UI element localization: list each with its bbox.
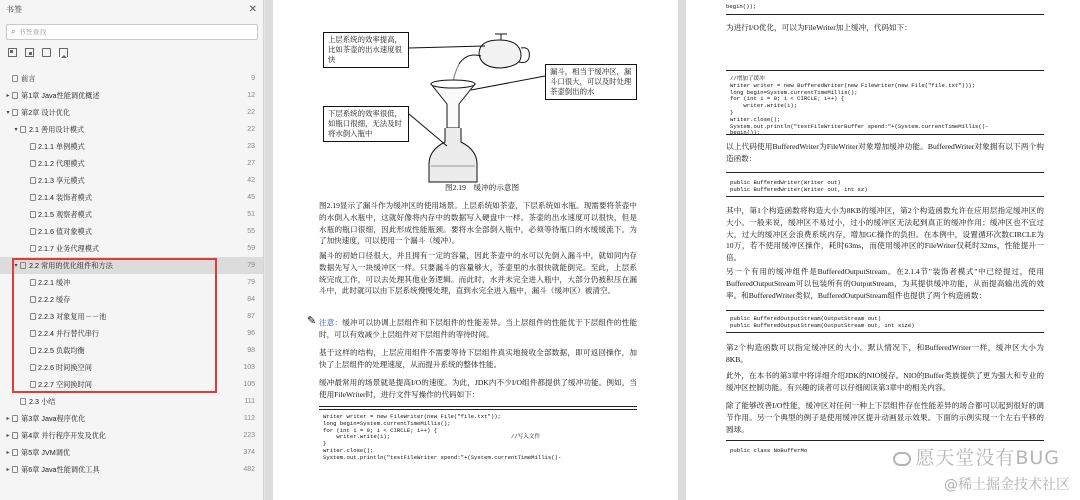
bookmark-icon xyxy=(30,211,36,218)
note-icon: ✎ xyxy=(307,315,317,327)
code-rule xyxy=(726,440,1044,441)
bookmark-icon xyxy=(12,415,18,422)
bookmark-label: 第6章 Java性能调优工具 xyxy=(21,464,100,474)
bookmark-icon xyxy=(30,245,36,252)
bookmark-page: 112 xyxy=(243,415,255,422)
document-page-right xyxy=(686,0,1080,500)
bookmark-page: 87 xyxy=(247,313,255,320)
code-rule xyxy=(726,332,1044,333)
bookmark-icon xyxy=(30,330,36,337)
bookmark-item[interactable] xyxy=(0,223,263,240)
bookmark-icon xyxy=(30,228,36,235)
bookmark-item[interactable] xyxy=(0,376,263,393)
bookmark-label: 第4章 并行程序开发及优化 xyxy=(21,430,107,440)
bookmark-page: 96 xyxy=(247,330,255,337)
bookmark-item[interactable] xyxy=(0,155,263,172)
code-continuation: begin()); xyxy=(726,3,757,10)
bookmark-label: 2.2 常用的优化组件和方法 xyxy=(29,260,113,270)
bookmark-panel-header xyxy=(0,0,263,18)
bookmark-icon xyxy=(12,449,18,456)
bookmark-label: 第2章 设计优化 xyxy=(21,107,71,117)
bookmark-icon xyxy=(30,194,36,201)
collapse-all-icon[interactable] xyxy=(25,48,34,57)
bookmark-icon xyxy=(30,296,36,303)
bookmark-page: 12 xyxy=(247,92,255,99)
bookmark-item[interactable] xyxy=(0,461,263,478)
bookmark-page: 42 xyxy=(247,177,255,184)
bookmark-label: 2.1.5 观察者模式 xyxy=(38,209,92,219)
bookmark-item[interactable] xyxy=(0,444,263,461)
bookmark-icon xyxy=(30,177,36,184)
bookmark-label: 2.3 小结 xyxy=(29,396,56,406)
code-rule xyxy=(726,310,1044,311)
bookmark-label: 2.1.7 业务代理模式 xyxy=(38,243,100,253)
teapot-funnel-illustration xyxy=(409,24,549,184)
bookmark-page: 59 xyxy=(247,245,255,252)
paragraph: 基于这样的结构，上层应用组件不需要等待下层组件真实地接收全部数据，即可返回操作，加快了上层组件的处理速度，从而提升系统的整体性能。 xyxy=(319,348,637,369)
expand-arrow-icon[interactable]: ▸ xyxy=(6,467,10,473)
bookmark-icon xyxy=(30,160,36,167)
bookmark-icon xyxy=(12,109,18,116)
document-viewer[interactable] xyxy=(265,0,1080,500)
code-rule xyxy=(726,70,1044,71)
document-page-left xyxy=(273,0,678,500)
bookmark-panel-title: 书签 xyxy=(6,4,22,14)
code-block: Writer writer = new FileWriter(new File("file.txt")); long begin=System.currentTimeMillis(); for (int i = 0; i < CIRCLE; i++) { writer.write(i); //写入文件 } writer.close(); System.out.println("testFileWriter spend:"+(System.currentTimeMillis()- xyxy=(323,413,562,461)
expand-all-icon[interactable] xyxy=(8,48,17,57)
bookmark-item-selected[interactable] xyxy=(0,257,263,274)
code-rule-top xyxy=(319,406,637,407)
paragraph: 另一个有用的缓冲组件是BufferedOutputStream。在2.1.4节"装饰者模式"中已经提过，使用BufferedOutputStream可以包装所有的OutputStream，为其提供缓冲功能，从而提高输出流的效率。和BufferedWriter类似，BufferedOutputStream组件也提供了两个构造函数： xyxy=(726,267,1044,300)
bookmark-label: 2.1.6 值对象模式 xyxy=(38,226,92,236)
bookmark-icon xyxy=(12,432,18,439)
watermark-site: @稀土掘金技术社区 xyxy=(944,477,1070,493)
code-block: public BufferedOutputStream(OutputStream out) public BufferedOutputStream(OutputStream out, int size) xyxy=(730,315,915,329)
bookmark-icon[interactable] xyxy=(59,48,68,57)
bookmark-label: 2.2.3 对象复用－－池 xyxy=(38,311,107,321)
paragraph: 除了能够改善I/O性能，缓冲区对任何一种上下层组件存在性能差异的场合都可以起到很好的调节作用。另一个典型的例子是使用缓冲区提升动画显示效果。下面的示例实现一个左右平移的圆球。 xyxy=(726,401,1044,434)
bookmark-page: 103 xyxy=(243,364,255,371)
code-rule xyxy=(726,134,1044,135)
watermark-channel xyxy=(893,443,1060,470)
bookmark-toolbar xyxy=(8,48,68,57)
bookmark-page: 22 xyxy=(247,126,255,133)
paragraph: 图2.19显示了漏斗作为缓冲区的使用场景。上层系统如茶壶，下层系统如水瓶。现需要将茶壶中的水倒入水瓶中，这就好像将内存中的数据写入硬盘中一样。茶壶的出水速度可以很快，但是水瓶的瓶口很细，因此形成性能瓶颈。要将水全部倒入瓶中，必须等待瓶口的水缓缓流下。为了加快速度，可以使用一个漏斗（缓冲）。 xyxy=(319,201,637,246)
bookmark-icon xyxy=(12,92,18,99)
paragraph: 此外，在本书的第3章中将详细介绍JDK的NIO缓存。NIO的Buffer类族提供了更为强大和专业的缓冲区控制功能。有兴趣的读者可以仔细阅读第3章中的相关内容。 xyxy=(726,371,1044,392)
bookmark-item[interactable] xyxy=(0,291,263,308)
expand-arrow-icon[interactable]: ▸ xyxy=(6,93,10,99)
code-rule xyxy=(726,14,1044,15)
bookmark-search-input[interactable] xyxy=(18,29,238,36)
bookmark-label: 2.1.2 代理模式 xyxy=(38,158,85,168)
bookmark-icon xyxy=(30,381,36,388)
bookmark-search-box[interactable] xyxy=(6,24,258,40)
figure-label-right: 漏斗，相当于缓冲区，漏斗口很大，可以及时处理茶壶倒出的水 xyxy=(545,64,637,100)
bookmark-label: 2.1.1 单例模式 xyxy=(38,141,85,151)
bookmark-page: 223 xyxy=(243,432,255,439)
code-rule xyxy=(726,196,1044,197)
bookmark-icon xyxy=(12,75,18,82)
bookmark-label: 2.2.6 时间换空间 xyxy=(38,362,92,372)
bookmark-label: 第3章 Java程序优化 xyxy=(21,413,86,423)
bookmark-item[interactable] xyxy=(0,240,263,257)
bookmark-item[interactable] xyxy=(0,427,263,444)
bookmark-icon xyxy=(30,347,36,354)
code-block: //增加了缓冲 Writer writer = new BufferedWriter(new FileWriter(new File("file.txt"))); long begin=System.currentTimeMillis(); for (int i = 0; i < CIRCLE; i++) { writer.write(i); } writer.close(); System.out.println("testFileWriterBuffer spend:"+(System.currentTimeMillis()- begin()); xyxy=(730,75,989,137)
bookmark-tree xyxy=(0,70,263,478)
close-icon[interactable]: ✕ xyxy=(248,3,257,15)
bookmark-page: 9 xyxy=(251,75,255,82)
expand-arrow-icon[interactable]: ▸ xyxy=(6,450,10,456)
expand-arrow-icon[interactable]: ▸ xyxy=(6,433,10,439)
figure-label-bottom: 下层系统的效率很低，如瓶口很细，无法及时将水倒入瓶中 xyxy=(323,106,409,142)
bookmark-page: 45 xyxy=(247,194,255,201)
bookmark-page: 111 xyxy=(244,398,255,405)
bookmark-icon xyxy=(20,398,26,405)
bookmark-label: 2.1.4 装饰者模式 xyxy=(38,192,92,202)
bookmark-page: 98 xyxy=(247,347,255,354)
bookmark-icon xyxy=(20,126,26,133)
code-rule xyxy=(726,172,1044,173)
bookmark-page: 55 xyxy=(247,228,255,235)
paragraph: 漏斗的初始口径很大，并且拥有一定的容量，因此茶壶中的水可以先倒入漏斗中，就如同内存数据先写入一块缓冲区一样。只要漏斗的容量够大，茶壶里的水很快就能倒完。至此，上层系统完成工作，可以去处理其他业务逻辑。而此时，水并未完全进入瓶中，大部分仍被积压在漏斗中，此时就可以由下层系统慢慢处理，直到水完全进入瓶中，漏斗（缓冲区）被清空。 xyxy=(319,251,637,296)
bookmark-item[interactable] xyxy=(0,274,263,291)
bookmark-item[interactable] xyxy=(0,359,263,376)
paragraph: 第2个构造函数可以指定缓冲区的大小。默认情况下，和BufferedWriter一样，缓冲区大小为8KB。 xyxy=(726,343,1044,364)
bookmark-item[interactable] xyxy=(0,206,263,223)
bookmark-icon xyxy=(30,364,36,371)
bookmark-icon xyxy=(30,143,36,150)
collapse-arrow-icon[interactable]: ▾ xyxy=(6,110,10,116)
bookmark-item[interactable] xyxy=(0,172,263,189)
wechat-icon xyxy=(893,452,911,466)
code-block: public BufferedWriter(Writer out) public BufferedWriter(Writer out, int sz) xyxy=(730,179,868,193)
bookmark-page: 51 xyxy=(247,211,255,218)
bookmark-panel xyxy=(0,0,264,500)
watermark-text: 愿天堂没有BUG xyxy=(915,447,1060,469)
bookmark-label: 2.2.4 并行替代串行 xyxy=(38,328,100,338)
bookmark-page: 482 xyxy=(243,466,255,473)
bookmark-page: 27 xyxy=(247,160,255,167)
collapse-arrow-icon[interactable]: ▾ xyxy=(14,263,18,269)
bookmark-item[interactable] xyxy=(0,87,263,104)
bookmark-label: 前言 xyxy=(21,73,36,83)
bookmark-item[interactable] xyxy=(0,393,263,410)
bookmark-label: 第5章 JVM调优 xyxy=(21,447,71,457)
note-paragraph xyxy=(319,317,637,341)
collapse-arrow-icon[interactable]: ▾ xyxy=(14,127,18,133)
bookmark-item[interactable] xyxy=(0,342,263,359)
bookmark-icon xyxy=(30,279,36,286)
figure-caption: 图2.19 缓冲的示意图 xyxy=(445,183,520,192)
bookmark-label: 2.1.3 享元模式 xyxy=(38,175,85,185)
code-rule-top-2 xyxy=(319,409,637,410)
bookmark-icon xyxy=(12,466,18,473)
figure-label-top: 上层系统的效率提高，比如茶壶的出水速度很快 xyxy=(323,32,409,68)
add-bookmark-icon[interactable] xyxy=(42,48,51,57)
bookmark-icon xyxy=(30,313,36,320)
bookmark-label: 2.2.1 缓冲 xyxy=(38,277,71,287)
bookmark-item[interactable] xyxy=(0,325,263,342)
bookmark-item[interactable] xyxy=(0,189,263,206)
bookmark-page: 79 xyxy=(247,279,255,286)
expand-arrow-icon[interactable]: ▸ xyxy=(6,416,10,422)
search-icon: ⌕ xyxy=(11,27,16,36)
note-text: 缓冲可以协调上层组件和下层组件的性能差异。当上层组件的性能优于下层组件的性能时，可以有效减少上层组件对下层组件的等待时间。 xyxy=(319,318,637,339)
bookmark-page: 105 xyxy=(243,381,255,388)
bookmark-icon xyxy=(20,262,26,269)
bookmark-page: 79 xyxy=(247,262,255,269)
note-label: 注意： xyxy=(319,318,343,327)
paragraph: 其中，第1个构造函数将构造大小为8KB的缓冲区，第2个构造函数允许在应用层指定缓冲区的大小。一般来说，缓冲区不易过小，过小的缓冲区无法起到真正的缓冲作用；缓冲区也不宜过大，过大的缓冲区会浪费系统内存，增加GC操作的负担。在本例中，设置循环次数CIRCLE为10万，若不使用缓冲区操作，耗时63ms，而使用缓冲区的FileWriter仅耗时32ms，性能提升一倍。 xyxy=(726,206,1044,263)
bookmark-label: 2.2.2 缓存 xyxy=(38,294,71,304)
bookmark-label: 2.2.7 空间换时间 xyxy=(38,379,92,389)
paragraph: 为进行I/O优化，可以为FileWriter加上缓冲，代码如下： xyxy=(726,23,912,32)
bookmark-item[interactable] xyxy=(0,70,263,87)
paragraph: 缓冲最常用的场景就是提高I/O的速度。为此，JDK内不少I/O组件都提供了缓冲功能。例如，当使用FileWriter时，进行文件写操作的代码如下： xyxy=(319,378,637,399)
bookmark-page: 22 xyxy=(247,109,255,116)
bookmark-item[interactable] xyxy=(0,410,263,427)
bookmark-page: 23 xyxy=(247,143,255,150)
bookmark-item[interactable] xyxy=(0,138,263,155)
bookmark-item[interactable] xyxy=(0,104,263,121)
bookmark-item[interactable] xyxy=(0,308,263,325)
bookmark-page: 374 xyxy=(243,449,255,456)
bookmark-label: 第1章 Java性能调优概述 xyxy=(21,90,100,100)
bookmark-label: 2.1 善用设计模式 xyxy=(29,124,85,134)
code-block: public class NoBufferMo xyxy=(730,447,808,454)
bookmark-label: 2.2.5 负载均衡 xyxy=(38,345,85,355)
bookmark-page: 84 xyxy=(247,296,255,303)
paragraph: 以上代码使用BufferedWriter为FileWriter对象增加缓冲功能。BufferedWriter对象拥有以下两个构造函数： xyxy=(726,142,1044,163)
bookmark-item[interactable] xyxy=(0,121,263,138)
